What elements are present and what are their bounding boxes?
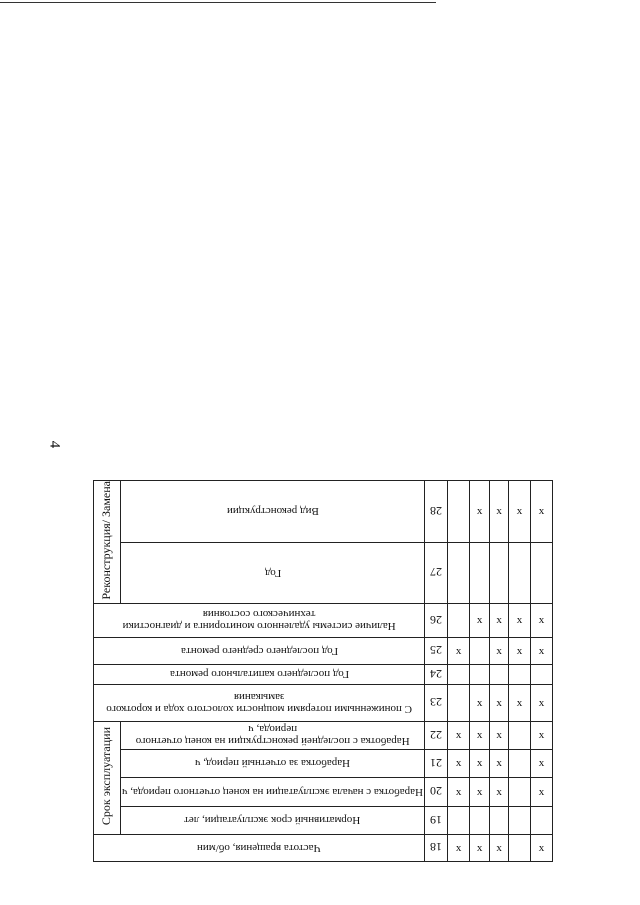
mark-cell (448, 603, 470, 637)
table-row (94, 481, 553, 543)
mark: x (496, 757, 502, 770)
mark-cell (448, 684, 470, 721)
mark-cell (470, 749, 490, 777)
mark-cell (509, 806, 531, 834)
mark: x (538, 841, 545, 854)
mark: x (455, 757, 462, 770)
table-row (94, 749, 553, 777)
row-label: Вид реконструкции (226, 505, 319, 518)
mark-cell (448, 806, 470, 834)
mark-cell (530, 749, 552, 777)
table-row (94, 777, 553, 806)
mark-cell (490, 542, 509, 603)
number-cell (425, 637, 448, 664)
table-row (94, 684, 553, 721)
mark: x (516, 505, 523, 518)
mark-cell (509, 721, 531, 749)
mark: x (516, 696, 523, 709)
mark: x (476, 696, 483, 709)
group-label: Срок эксплуатации (99, 727, 114, 826)
mark-cell (490, 637, 509, 664)
mark: x (476, 757, 483, 770)
top-rule (0, 2, 436, 3)
mark-cell (470, 637, 490, 664)
row-label: Год последнего капитального ремонта (169, 668, 349, 681)
row-label: С пониженными потерями мощности холостого хода и короткого замыкания (106, 690, 412, 715)
mark: x (538, 785, 545, 798)
mark-cell (509, 481, 531, 543)
mark-cell (490, 749, 509, 777)
mark: x (496, 729, 502, 742)
group-service-life (94, 721, 121, 834)
mark: x (476, 505, 483, 518)
table-row (94, 721, 553, 749)
label-cell (94, 603, 425, 637)
mark-cell (530, 664, 552, 684)
mark-cell (448, 637, 470, 664)
mark: x (476, 729, 483, 742)
mark-cell (490, 834, 509, 861)
number-cell (425, 749, 448, 777)
mark-cell (530, 721, 552, 749)
label-cell (94, 637, 425, 664)
mark-cell (490, 721, 509, 749)
mark-cell (448, 834, 470, 861)
mark-cell (448, 777, 470, 806)
mark-cell (490, 603, 509, 637)
mark-cell (490, 806, 509, 834)
mark-cell (509, 777, 531, 806)
mark: x (538, 757, 545, 770)
number-cell (425, 684, 448, 721)
table-row (94, 637, 553, 664)
row-label: Год (264, 566, 281, 579)
table-row (94, 603, 553, 637)
mark-cell (509, 834, 531, 861)
mark-cell (490, 777, 509, 806)
mark-cell (530, 603, 552, 637)
mark: x (538, 644, 545, 657)
number-cell (425, 542, 448, 603)
number-cell (425, 834, 448, 861)
mark-cell (530, 637, 552, 664)
label-cell (120, 777, 424, 806)
mark: x (496, 644, 502, 657)
mark-cell (490, 684, 509, 721)
mark-cell (530, 806, 552, 834)
number-cell (425, 664, 448, 684)
mark: x (496, 841, 502, 854)
label-cell (94, 684, 425, 721)
mark: x (516, 644, 523, 657)
row-label: Наработка с начала эксплуатации на конец отчетного периода, ч (122, 785, 424, 798)
number-cell (425, 721, 448, 749)
mark-cell (509, 542, 531, 603)
row-number: 27 (430, 565, 443, 580)
mark: x (455, 644, 462, 657)
label-cell (120, 721, 424, 749)
label-cell (120, 749, 424, 777)
mark-cell (470, 834, 490, 861)
mark: x (496, 696, 502, 709)
mark-cell (509, 603, 531, 637)
row-number: 21 (430, 755, 443, 770)
mark-cell (470, 603, 490, 637)
row-number: 28 (430, 503, 443, 518)
row-label: Частота вращения, об/мин (197, 841, 321, 854)
mark: x (496, 614, 502, 627)
mark-cell (448, 481, 470, 543)
mark: x (538, 696, 545, 709)
mark: x (476, 785, 483, 798)
row-number: 22 (430, 727, 443, 742)
mark: x (476, 614, 483, 627)
row-number: 24 (430, 666, 443, 681)
mark: x (476, 841, 483, 854)
table-row (94, 806, 553, 834)
row-label: Наличие системы удаленного мониторинга и диагностики технического состояния (122, 608, 396, 633)
mark: x (455, 729, 462, 742)
row-label: Наработка с последней реконструкции на конец отчетного периода, ч (135, 723, 410, 748)
mark: x (455, 841, 462, 854)
mark-cell (509, 637, 531, 664)
mark-cell (509, 749, 531, 777)
mark-cell (509, 664, 531, 684)
mark-cell (530, 777, 552, 806)
mark-cell (490, 481, 509, 543)
mark-cell (470, 777, 490, 806)
mark: x (538, 614, 545, 627)
group-label: Реконструкция/ Замена (99, 481, 114, 600)
mark-cell (448, 749, 470, 777)
row-number: 18 (430, 840, 443, 855)
mark: x (516, 614, 523, 627)
number-cell (425, 806, 448, 834)
label-cell (120, 542, 424, 603)
table-row (94, 664, 553, 684)
row-number: 25 (430, 643, 443, 658)
number-cell (425, 777, 448, 806)
row-number: 26 (430, 612, 443, 627)
mark-cell (448, 664, 470, 684)
row-number: 19 (430, 812, 443, 827)
mark-cell (448, 542, 470, 603)
mark-cell (448, 721, 470, 749)
label-cell (94, 834, 425, 861)
row-number: 20 (430, 784, 443, 799)
mark: x (455, 785, 462, 798)
mark-cell (470, 481, 490, 543)
mark: x (496, 505, 502, 518)
mark-cell (470, 721, 490, 749)
table-row (94, 542, 553, 603)
equipment-table (93, 480, 553, 862)
row-label: Год последнего среднего ремонта (180, 644, 338, 657)
mark-cell (509, 684, 531, 721)
mark-cell (530, 542, 552, 603)
row-label: Нормативный срок эксплуатации, лет (184, 814, 361, 827)
mark-cell (530, 481, 552, 543)
mark: x (496, 785, 502, 798)
row-number: 23 (430, 695, 443, 710)
page-number: 4 (46, 440, 63, 449)
mark-cell (470, 542, 490, 603)
label-cell (120, 806, 424, 834)
mark-cell (470, 664, 490, 684)
number-cell (425, 603, 448, 637)
number-cell (425, 481, 448, 543)
mark-cell (470, 684, 490, 721)
row-label: Наработка за отчетный период, ч (195, 757, 351, 770)
group-reconstruction (94, 481, 121, 604)
label-cell (120, 481, 424, 543)
table-row (94, 834, 553, 861)
mark-cell (530, 834, 552, 861)
mark-cell (470, 806, 490, 834)
label-cell (94, 664, 425, 684)
mark: x (538, 505, 545, 518)
mark: x (538, 729, 545, 742)
mark-cell (490, 664, 509, 684)
mark-cell (530, 684, 552, 721)
